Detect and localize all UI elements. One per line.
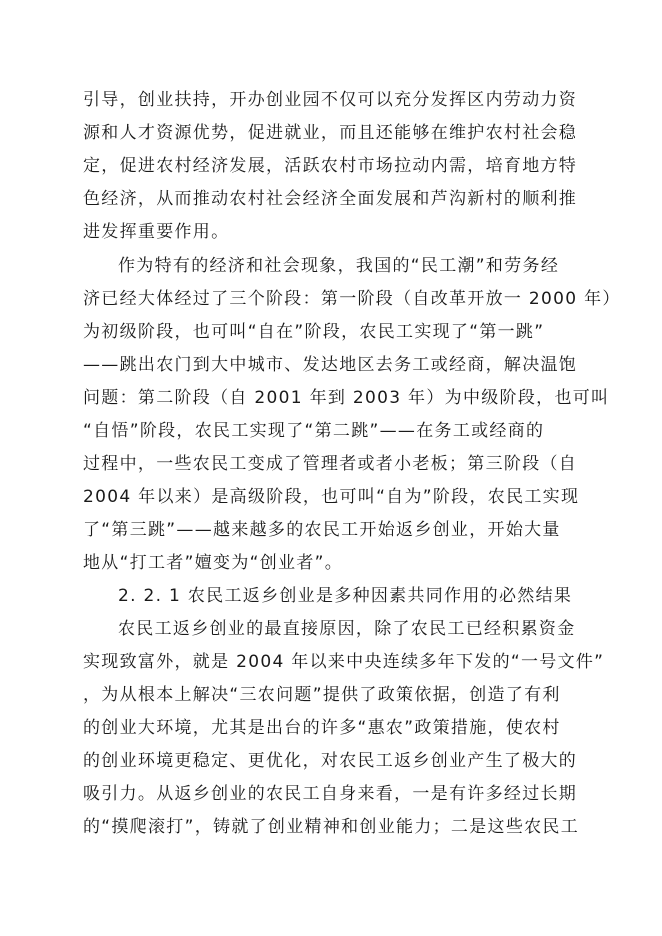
- text-line: 农民工返乡创业的最直接原因，除了农民工已经积累资金: [118, 619, 576, 639]
- text-line: 了“第三跳”——越来越多的农民工开始返乡创业，开始大量: [83, 520, 561, 540]
- text-line: ，为从根本上解决“三农问题”提供了政策依据，创造了有利: [83, 685, 561, 705]
- text-line: 进发挥重要作用。: [83, 222, 230, 242]
- section-heading: 2. 2. 1 农民工返乡创业是多种因素共同作用的必然结果: [118, 586, 573, 606]
- text-line: 的“摸爬滚打”，铸就了创业精神和创业能力；二是这些农民工: [83, 817, 580, 837]
- text-line: 源和人才资源优势，促进就业，而且还能够在维护农村社会稳: [83, 123, 578, 143]
- text-line: 问题：第二阶段（自 2001 年到 2003 年）为中级阶段，也可叫: [83, 388, 610, 408]
- text-line: 2004 年以来）是高级阶段，也可叫“自为”阶段，农民工实现: [83, 487, 580, 507]
- text-line: 济已经大体经过了三个阶段：第一阶段（自改革开放一 2000 年）: [83, 289, 621, 309]
- text-line: 的创业环境更稳定、更优化，对农民工返乡创业产生了极大的: [83, 751, 578, 771]
- text-line: 定，促进农村经济发展，活跃农村市场拉动内需，培育地方特: [83, 156, 578, 176]
- text-line: 地从“打工者”嬗变为“创业者”。: [83, 553, 344, 573]
- text-line: 作为特有的经济和社会现象，我国的“民工潮”和劳务经: [118, 256, 560, 276]
- text-line: “自悟”阶段，农民工实现了“第二跳”——在务工或经商的: [83, 421, 545, 441]
- text-line: 过程中，一些农民工变成了管理者或者小老板；第三阶段（自: [83, 454, 578, 474]
- text-line: 的创业大环境，尤其是出台的许多“惠农”政策措施，使农村: [83, 718, 561, 738]
- text-line: 为初级阶段，也可叫“自在”阶段，农民工实现了“第一跳”: [83, 322, 545, 342]
- text-line: 实现致富外，就是 2004 年以来中央连续多年下发的“一号文件”: [83, 652, 605, 672]
- text-line: 引导，创业扶持，开办创业园不仅可以充分发挥区内劳动力资: [83, 90, 578, 110]
- text-line: ——跳出农门到大中城市、发达地区去务工或经商，解决温饱: [83, 355, 578, 375]
- text-line: 吸引力。从返乡创业的农民工自身来看，一是有许多经过长期: [83, 784, 578, 804]
- text-line: 色经济，从而推动农村社会经济全面发展和芦沟新村的顺利推: [83, 189, 578, 209]
